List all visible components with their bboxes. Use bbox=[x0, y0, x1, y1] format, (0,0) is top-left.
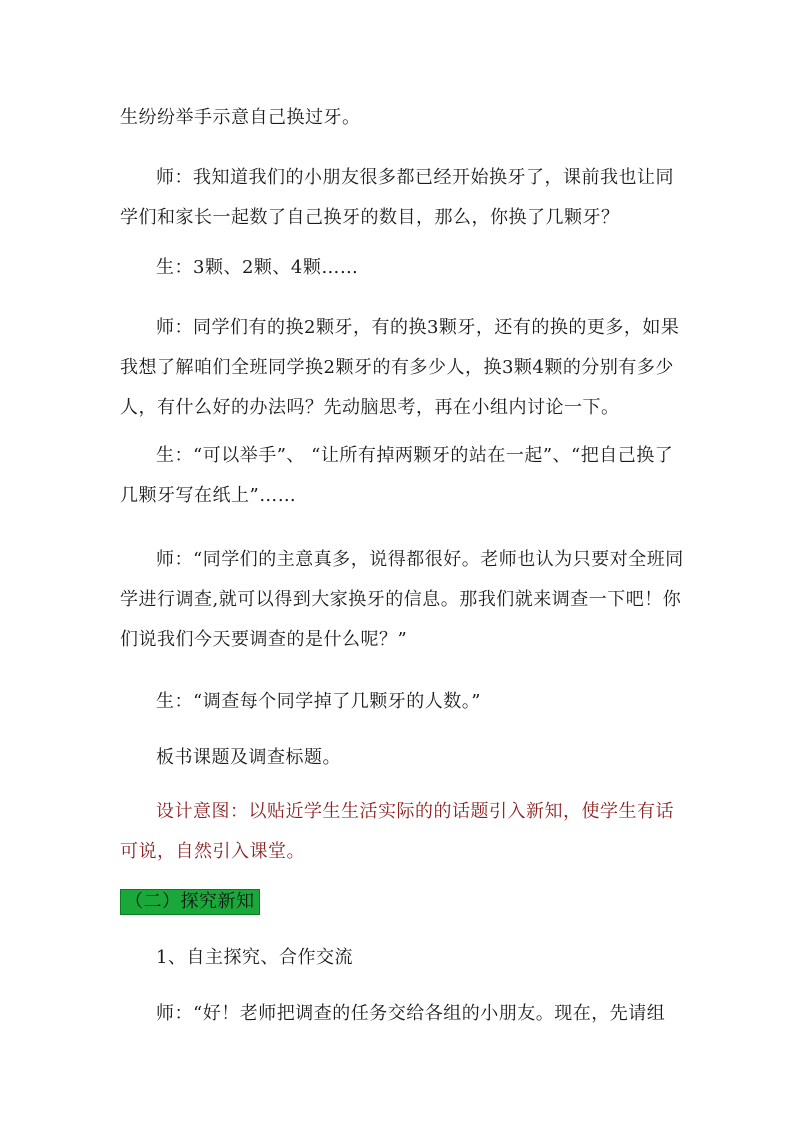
paragraph-5: 生：“可以举手”、 “让所有掉两颗牙的站在一起”、“把自己换了几颗牙写在纸上”…… bbox=[120, 445, 674, 506]
subsection-heading: 1、自主探究、合作交流 bbox=[156, 947, 353, 968]
paragraph-4: 师：同学们有的换2颗牙，有的换3颗牙，还有的换的更多，如果我想了解咱们全班同学换2颗牙的有多少人，换3颗4颗的分别有多少人，有什么好的办法吗？先动脑思考，再在小组内讨论一下。 bbox=[120, 317, 680, 418]
paragraph-last: 师：“好！老师把调查的任务交给各组的小朋友。现在，先请组 bbox=[156, 1003, 666, 1024]
paragraph-8: 板书课题及调查标题。 bbox=[156, 747, 341, 768]
paragraph-3: 生：3颗、2颗、4颗…… bbox=[156, 257, 359, 278]
section-heading-highlight: （二）探究新知 bbox=[120, 889, 260, 915]
section-heading-row bbox=[120, 882, 690, 922]
paragraph-6: 师：“同学们的主意真多，说得都很好。老师也认为只要对全班同学进行调查,就可以得到大家换牙的信息。那我们就来调查一下吧！你们说我们今天要调查的是什么呢？” bbox=[120, 549, 684, 650]
paragraph-2: 师：我知道我们的小朋友很多都已经开始换牙了，课前我也让同学们和家长一起数了自己换牙的数目，那么，你换了几颗牙？ bbox=[120, 167, 674, 228]
paragraph-7: 生：“调查每个同学掉了几颗牙的人数。” bbox=[156, 691, 481, 712]
paragraph-1: 生纷纷举手示意自己换过牙。 bbox=[120, 107, 361, 128]
design-intent-paragraph: 设计意图：以贴近学生生活实际的的话题引入新知，使学生有话可说，自然引入课堂。 bbox=[120, 801, 674, 862]
